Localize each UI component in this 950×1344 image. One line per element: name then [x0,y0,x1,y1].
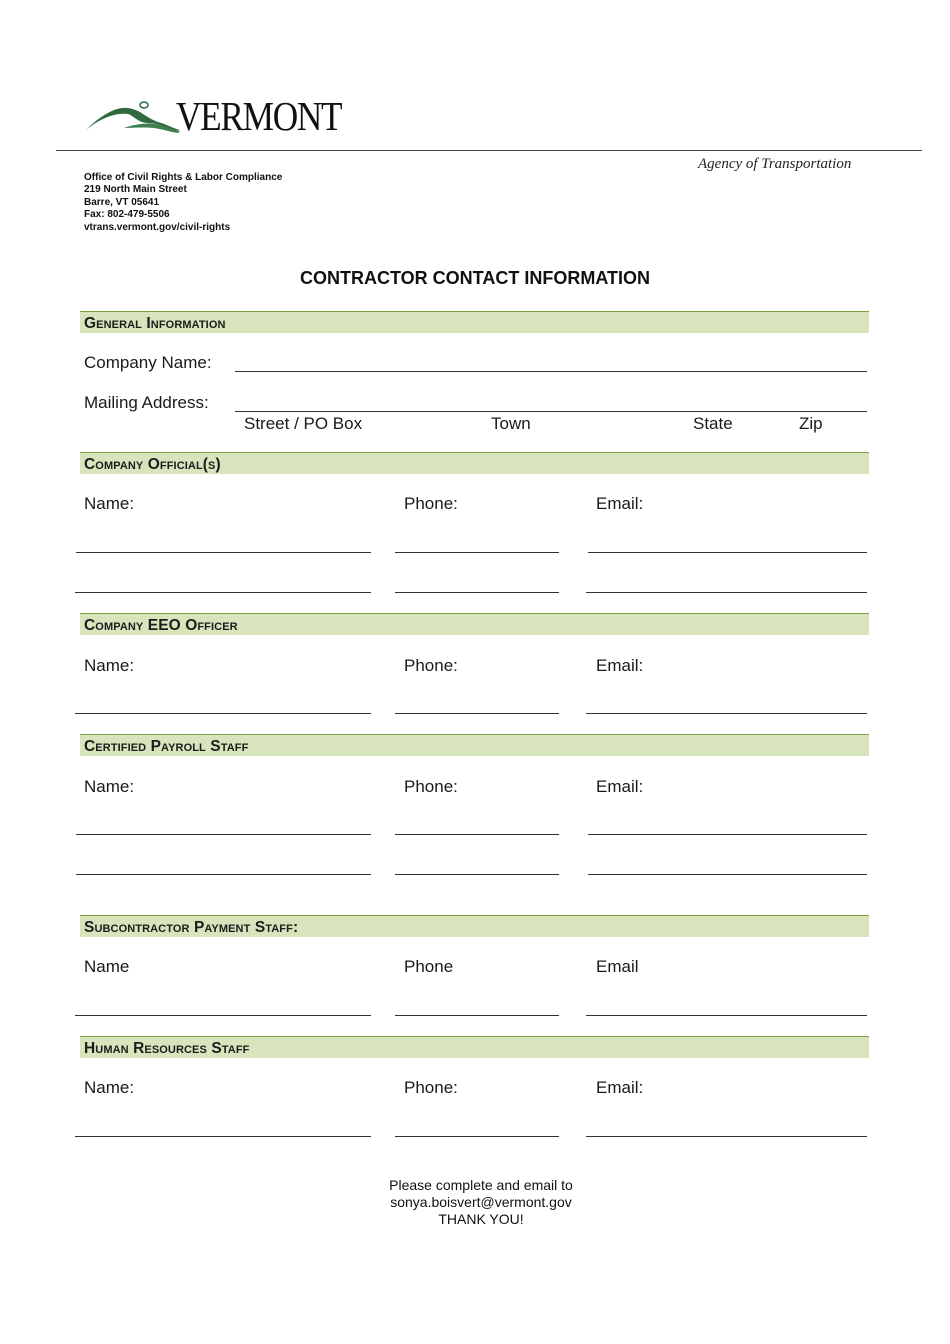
office-address-block [84,172,282,234]
agency-name: Agency of Transportation [698,156,852,172]
footer-email-link[interactable]: sonya.boisvert@vermont.gov [390,1194,572,1210]
section-heading: Company EEO Officer [84,617,238,634]
subcontractor-phone-field[interactable] [395,1015,559,1016]
eeo-name-label: Name: [84,656,135,675]
office-website: vtrans.vermont.gov/civil-rights [84,221,231,233]
payroll-name-label: Name: [84,777,135,796]
payroll-email-field-2[interactable] [588,874,867,875]
section-certified-payroll [80,734,869,756]
hr-phone-label: Phone: [404,1078,458,1097]
section-general-information [80,311,869,333]
payroll-phone-field-2[interactable] [395,874,559,875]
officials-phone-label: Phone: [404,494,458,513]
section-eeo-officer [80,613,869,635]
hr-name-field[interactable] [75,1136,371,1137]
street-sublabel: Street / PO Box [244,414,363,433]
town-sublabel: Town [491,414,531,433]
payroll-name-field-2[interactable] [76,874,371,875]
officials-name-field-1[interactable] [76,552,371,553]
officials-email-label: Email: [596,494,644,513]
subcontractor-email-field[interactable] [586,1015,867,1016]
mailing-address-field[interactable] [235,411,867,412]
form-title: CONTRACTOR CONTACT INFORMATION [300,268,650,288]
zip-sublabel: Zip [799,414,823,433]
hr-email-field[interactable] [586,1136,867,1137]
officials-email-field-2[interactable] [586,592,867,593]
footer-line: Please complete and email to [389,1177,573,1193]
eeo-name-field[interactable] [75,713,371,714]
section-company-officials [80,452,869,474]
office-fax: Fax: 802-479-5506 [84,209,170,221]
section-heading: Human Resources Staff [84,1040,250,1057]
payroll-phone-field-1[interactable] [395,834,559,835]
hr-email-label: Email: [596,1078,644,1097]
company-name-label: Company Name: [84,353,212,372]
state-sublabel: State [693,414,733,433]
section-heading: Subcontractor Payment Staff: [84,919,299,936]
eeo-phone-field[interactable] [395,713,559,714]
office-city: Barre, VT 05641 [84,196,160,208]
payroll-name-field-1[interactable] [76,834,371,835]
hr-name-label: Name: [84,1078,135,1097]
section-heading: Company Official(s) [84,456,221,473]
eeo-email-label: Email: [596,656,644,675]
section-heading: Certified Payroll Staff [84,738,249,755]
section-subcontractor-payment [80,915,869,937]
mailing-address-label: Mailing Address: [84,393,209,412]
company-name-field[interactable] [235,371,867,372]
office-name: Office of Civil Rights & Labor Compliance [84,172,283,183]
officials-phone-field-2[interactable] [395,592,559,593]
subcontractor-name-label: Name [84,957,130,976]
subcontractor-email-label: Email [596,957,639,976]
hr-phone-field[interactable] [395,1136,559,1137]
vermont-wordmark: VERMONT [176,93,342,139]
office-street: 219 North Main Street [84,184,187,196]
officials-name-field-2[interactable] [75,592,371,593]
eeo-email-field[interactable] [586,713,867,714]
eeo-phone-label: Phone: [404,656,458,675]
footer-instructions [0,1177,950,1228]
subcontractor-name-field[interactable] [75,1015,371,1016]
payroll-email-field-1[interactable] [588,834,867,835]
payroll-email-label: Email: [596,777,644,796]
payroll-phone-label: Phone: [404,777,458,796]
footer-thanks: THANK YOU! [438,1211,524,1227]
officials-email-field-1[interactable] [588,552,867,553]
section-human-resources [80,1036,869,1058]
officials-phone-field-1[interactable] [395,552,559,553]
header-divider [56,150,922,151]
officials-name-label: Name: [84,494,135,513]
subcontractor-phone-label: Phone [404,957,454,976]
section-heading: General Information [84,315,226,332]
